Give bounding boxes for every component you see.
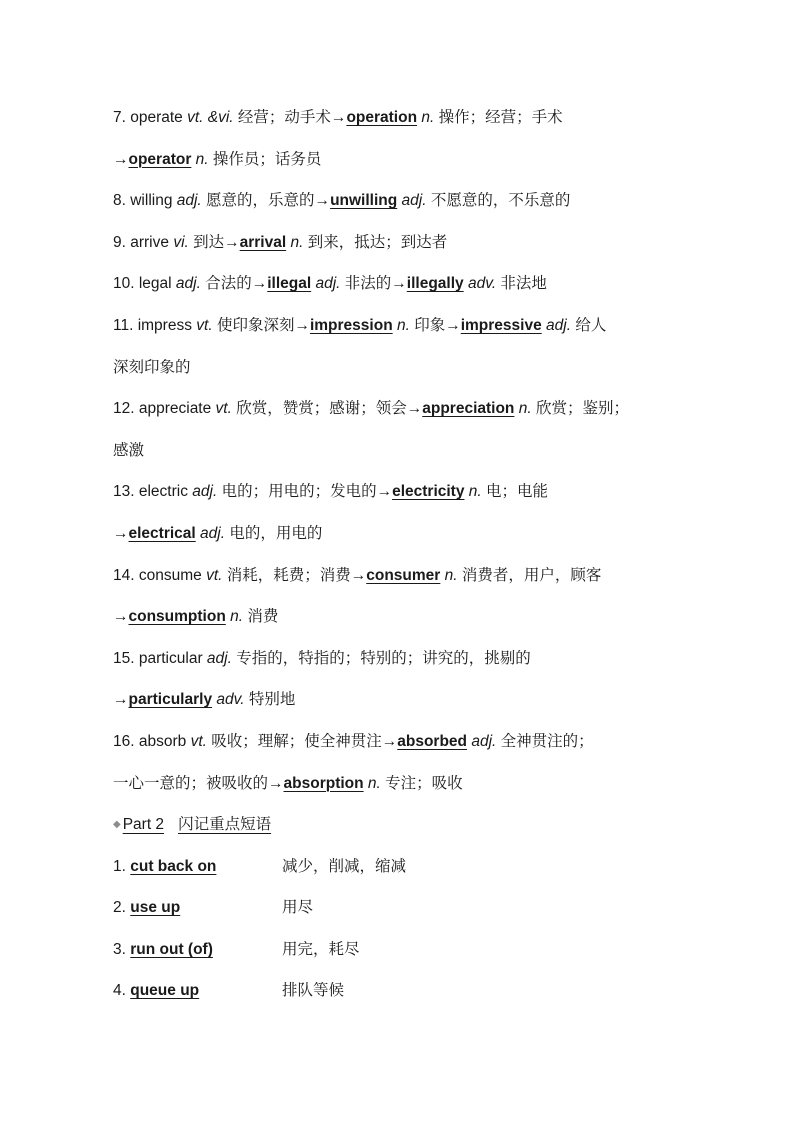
entry-text: 11. impress: [113, 316, 197, 334]
phrase-item: [113, 929, 753, 971]
vocab-line: [113, 513, 753, 555]
entry-text: →: [113, 150, 129, 168]
vocab-line: [113, 222, 753, 264]
entry-text: 非法的→: [340, 275, 407, 293]
entry-text: 专指的，特指的；特别的；讲究的，挑剔的: [231, 649, 531, 667]
part-of-speech: adj.: [192, 483, 218, 501]
entry-text: 欣赏，赞赏；感谢；领会→: [231, 400, 423, 418]
vocab-line: [113, 263, 753, 305]
derived-word: impression: [309, 316, 393, 334]
phrase-term-wrap: [113, 887, 282, 929]
entry-text: 给人: [571, 316, 607, 334]
derived-word: operator: [128, 150, 192, 168]
part-of-speech: adj.: [195, 524, 226, 542]
entry-text: 13. electric: [113, 483, 193, 501]
vocabulary-document: [113, 97, 753, 1012]
entry-text: 全神贯注的；: [496, 732, 594, 750]
entry-text: 7. operate: [113, 109, 188, 126]
phrase-number: 3.: [113, 940, 126, 958]
derived-word: consumer: [366, 566, 441, 584]
vocab-line: [113, 721, 753, 763]
entry-text: 一心一意的；被吸收的→: [113, 774, 284, 792]
derived-word: arrival: [239, 233, 287, 251]
derived-word: absorbed: [397, 732, 468, 750]
derived-word: particularly: [128, 691, 213, 709]
part-of-speech: adv.: [463, 275, 497, 293]
phrase-term-wrap: [113, 929, 282, 971]
vocab-line: [113, 139, 753, 181]
derived-word: consumption: [128, 608, 226, 626]
phrase-term: use up: [130, 899, 181, 917]
part-of-speech: n.: [417, 109, 435, 126]
derived-word: electrical: [128, 524, 196, 542]
part-of-speech: vi.: [173, 233, 189, 251]
phrase-term: cut back on: [130, 857, 217, 875]
phrase-term-wrap: [113, 846, 282, 888]
section-title-text: 闪记重点短语: [178, 816, 272, 834]
entry-text: 合法的→: [200, 275, 268, 293]
entry-text: 消费: [243, 608, 279, 626]
phrase-list: [113, 846, 753, 1012]
derived-word: appreciation: [422, 400, 515, 418]
part-of-speech: vt.: [190, 732, 207, 750]
vocab-line: [113, 555, 753, 597]
phrase-number: 4.: [113, 982, 126, 1000]
phrase-item: [113, 846, 753, 888]
derived-word: illegal: [267, 275, 312, 293]
vocab-line: [113, 471, 753, 513]
entry-text: 印象→: [409, 316, 461, 334]
derived-word: unwilling: [330, 192, 398, 210]
entry-text: 操作；经营；手术: [434, 109, 563, 126]
part-of-speech: adj.: [206, 649, 232, 667]
entry-text: 10. legal: [113, 275, 176, 293]
phrase-meaning: 排队等候: [282, 982, 345, 1000]
vocab-line: [113, 763, 753, 805]
part-of-speech: adj.: [541, 316, 572, 334]
entry-text: 不愿意的，不乐意的: [426, 192, 571, 210]
phrase-number: 1.: [113, 857, 126, 875]
part-of-speech: n.: [225, 608, 244, 626]
entry-text: 14. consume: [113, 566, 207, 584]
vocab-line: [113, 305, 753, 347]
entry-text: 感激: [113, 441, 145, 459]
derived-word: absorption: [283, 774, 364, 792]
vocabulary-list: [113, 97, 753, 804]
entry-text: 操作员；话务员: [208, 150, 322, 168]
vocab-line: [113, 679, 753, 721]
entry-text: 消费者，用户，顾客: [457, 566, 602, 584]
entry-text: 特别地: [244, 691, 296, 709]
part-of-speech: adj.: [175, 275, 201, 293]
part-of-speech: n.: [286, 233, 304, 251]
entry-text: 非法地: [496, 275, 547, 293]
section-title: [123, 816, 271, 833]
phrase-meaning: 减少，削减，缩减: [282, 857, 407, 875]
entry-text: 8. willing: [113, 192, 177, 210]
part-of-speech: vt.: [215, 400, 232, 418]
phrase-meaning: 用完，耗尽: [282, 940, 360, 958]
entry-text: 吸收；理解；使全神贯注→: [206, 732, 398, 750]
part-of-speech: adj.: [311, 275, 341, 293]
derived-word: impressive: [460, 316, 542, 334]
entry-text: 专注；吸收: [380, 774, 463, 792]
entry-text: 到来，抵达；到达者: [303, 233, 448, 251]
part-of-speech: adj.: [176, 192, 202, 210]
part-of-speech: n.: [514, 400, 532, 418]
entry-text: 到达→: [188, 233, 240, 251]
derived-word: illegally: [406, 275, 464, 293]
part-of-speech: n.: [392, 316, 410, 334]
entry-text: →: [113, 608, 129, 626]
entry-text: 欣赏；鉴别；: [531, 400, 629, 418]
phrase-term-wrap: [113, 970, 282, 1012]
phrase-term: queue up: [130, 982, 200, 1000]
entry-text: 15. particular: [113, 649, 207, 667]
part-of-speech: vt.: [196, 316, 213, 334]
phrase-meaning: 用尽: [282, 899, 314, 917]
part-of-speech: adv.: [212, 691, 245, 709]
part-of-speech: vt.: [206, 566, 223, 584]
entry-text: 12. appreciate: [113, 400, 216, 418]
entry-text: 深刻印象的: [113, 358, 191, 376]
part-of-speech: vt. &vi.: [187, 109, 234, 126]
part-of-speech: n.: [464, 483, 482, 501]
entry-text: 使印象深刻→: [212, 316, 310, 334]
part-of-speech: n.: [440, 566, 458, 584]
section-label: Part 2: [122, 816, 165, 834]
entry-text: 9. arrive: [113, 233, 174, 251]
entry-text: 电；电能: [481, 483, 549, 501]
phrase-item: [113, 887, 753, 929]
entry-text: 消耗，耗费；消费→: [222, 566, 367, 584]
derived-word: operation: [346, 109, 418, 126]
entry-text: →: [113, 524, 129, 542]
phrase-term: run out (of): [130, 940, 213, 958]
vocab-line: [113, 596, 753, 638]
vocab-line: [113, 347, 753, 389]
entry-text: 愿意的，乐意的→: [201, 192, 331, 210]
vocab-line: [113, 388, 753, 430]
entry-text: 电的，用电的: [225, 524, 323, 542]
phrase-item: [113, 970, 753, 1012]
section-heading: [113, 804, 753, 846]
vocab-line: [113, 180, 753, 222]
entry-text: →: [113, 691, 129, 709]
entry-text: 经营；动手术→: [233, 109, 347, 126]
entry-text: 16. absorb: [113, 732, 191, 750]
phrase-number: 2.: [113, 899, 126, 917]
vocab-line: [113, 430, 753, 472]
vocab-line: [113, 638, 753, 680]
derived-word: electricity: [392, 483, 465, 501]
part-of-speech: adj.: [397, 192, 427, 210]
entry-text: 电的；用电的；发电的→: [217, 483, 393, 501]
part-of-speech: adj.: [467, 732, 497, 750]
part-of-speech: n.: [363, 774, 381, 792]
part-of-speech: n.: [191, 150, 209, 168]
diamond-bullet-icon: ◆: [113, 819, 121, 831]
vocab-line: [113, 97, 753, 139]
